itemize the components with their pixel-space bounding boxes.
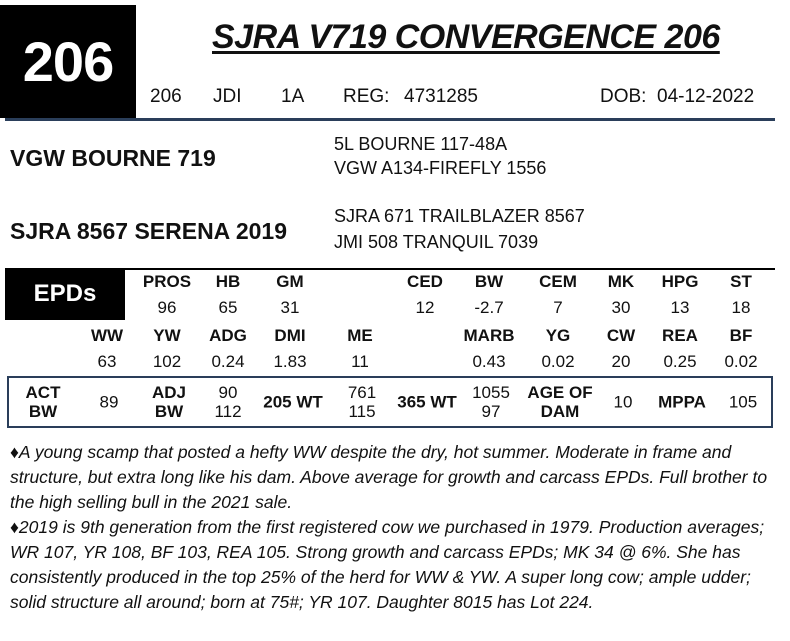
age-of-dam-label: AGE OF DAM [527,383,593,421]
sire-name: VGW BOURNE 719 [10,145,216,171]
epd-value-hpg: 13 [670,298,690,317]
adj-bw-value: 90 112 [214,383,242,421]
epd-title-badge [5,268,125,320]
mppa-label: MPPA [658,392,706,412]
epd-value-adg: 0.24 [211,352,245,371]
comment-paragraph: ♦2019 is 9th generation from the first registered cow we purchased in 1979. Production averages; WR 107, YR 108, BF 103, REA 105. Strong growth and carcass EPDs; MK 34 @ 6%. She has consistently produced in the top 25% of the herd for WW & YW. A super long cow; ample udder; solid structure all around; born at 75#; YR 107. Daughter 8015 has Lot 224. [10,517,765,612]
lot-number: 206 [22,30,114,93]
dob-value: 04-12-2022 [657,86,755,107]
epd-value-pros: 96 [157,298,177,317]
epd-label-yw: YW [153,326,181,345]
epd-label-gm: GM [276,272,304,291]
epd-label-mk: MK [607,272,635,291]
epd-value-dmi: 1.83 [273,352,307,371]
epd-value-rea: 0.25 [663,352,697,371]
dam-dam: JMI 508 TRANQUIL 7039 [334,232,539,252]
epd-label-dmi: DMI [274,326,306,345]
epd-title: EPDs [33,280,97,307]
reg-number: 4731285 [404,86,478,107]
epd-label-me: ME [347,326,373,345]
epd-label-cem: CEM [539,272,577,291]
sire-sire: 5L BOURNE 117-48A [334,134,508,154]
epd-value-marb: 0.43 [472,352,506,371]
act-bw-value: 89 [99,392,119,412]
dam-name: SJRA 8567 SERENA 2019 [10,218,287,244]
epd-label-cw: CW [606,326,636,345]
performance-measures-box [7,376,773,428]
epd-value-st: 18 [731,298,751,317]
epd-label-ced: CED [407,272,443,291]
epd-value-mk: 30 [611,298,631,317]
mppa-value: 105 [728,392,758,412]
status-code: 1A [281,86,305,107]
epd-value-bw: -2.7 [474,298,504,317]
epd-value-hb: 65 [218,298,238,317]
epd-value-ced: 12 [415,298,435,317]
epd-value-ww: 63 [97,352,117,371]
wt365-label: 365 WT [397,392,457,412]
animal-name-title: SJRA V719 CONVERGENCE 206 [212,18,720,56]
lot-number-badge [0,5,136,118]
breeder-code: JDI [213,86,242,107]
epd-value-bf: 0.02 [724,352,758,371]
wt365-value: 1055 97 [472,383,510,421]
epd-label-ww: WW [90,326,124,345]
comment-paragraph: ♦A young scamp that posted a hefty WW despite the dry, hot summer. Moderate in frame and structure, but extra long like his dam. Above average for growth and carcass EPDs. Full brother to the high selling bull in the 2021 sale. [10,442,768,512]
epd-value-yg: 0.02 [541,352,575,371]
wt205-label: 205 WT [263,392,323,412]
epd-label-hpg: HPG [661,272,699,291]
act-bw-label: ACT BW [25,383,61,421]
epd-label-marb: MARB [463,326,515,345]
adj-bw-label: ADJ BW [151,383,187,421]
epd-value-cem: 7 [553,298,563,317]
sire-dam: VGW A134-FIREFLY 1556 [334,158,547,178]
age-of-dam-value: 10 [613,392,633,412]
header-divider [5,118,775,121]
epd-label-hb: HB [215,272,241,291]
epd-value-yw: 102 [152,352,182,371]
epd-label-adg: ADG [209,326,247,345]
epd-label-bw: BW [474,272,504,291]
epd-label-rea: REA [662,326,698,345]
epd-value-gm: 31 [280,298,300,317]
tattoo: 206 [150,86,182,107]
epd-label-st: ST [730,272,752,291]
dob-label: DOB: [600,86,647,107]
epd-label-pros: PROS [142,272,192,291]
epd-label-yg: YG [545,326,571,345]
dam-sire: SJRA 671 TRAILBLAZER 8567 [334,206,585,226]
comments-section [10,440,770,615]
reg-label: REG: [343,86,390,107]
epd-value-cw: 20 [611,352,631,371]
wt205-value: 761 115 [347,383,377,421]
epd-value-me: 11 [351,352,369,371]
epd-label-bf: BF [729,326,753,345]
